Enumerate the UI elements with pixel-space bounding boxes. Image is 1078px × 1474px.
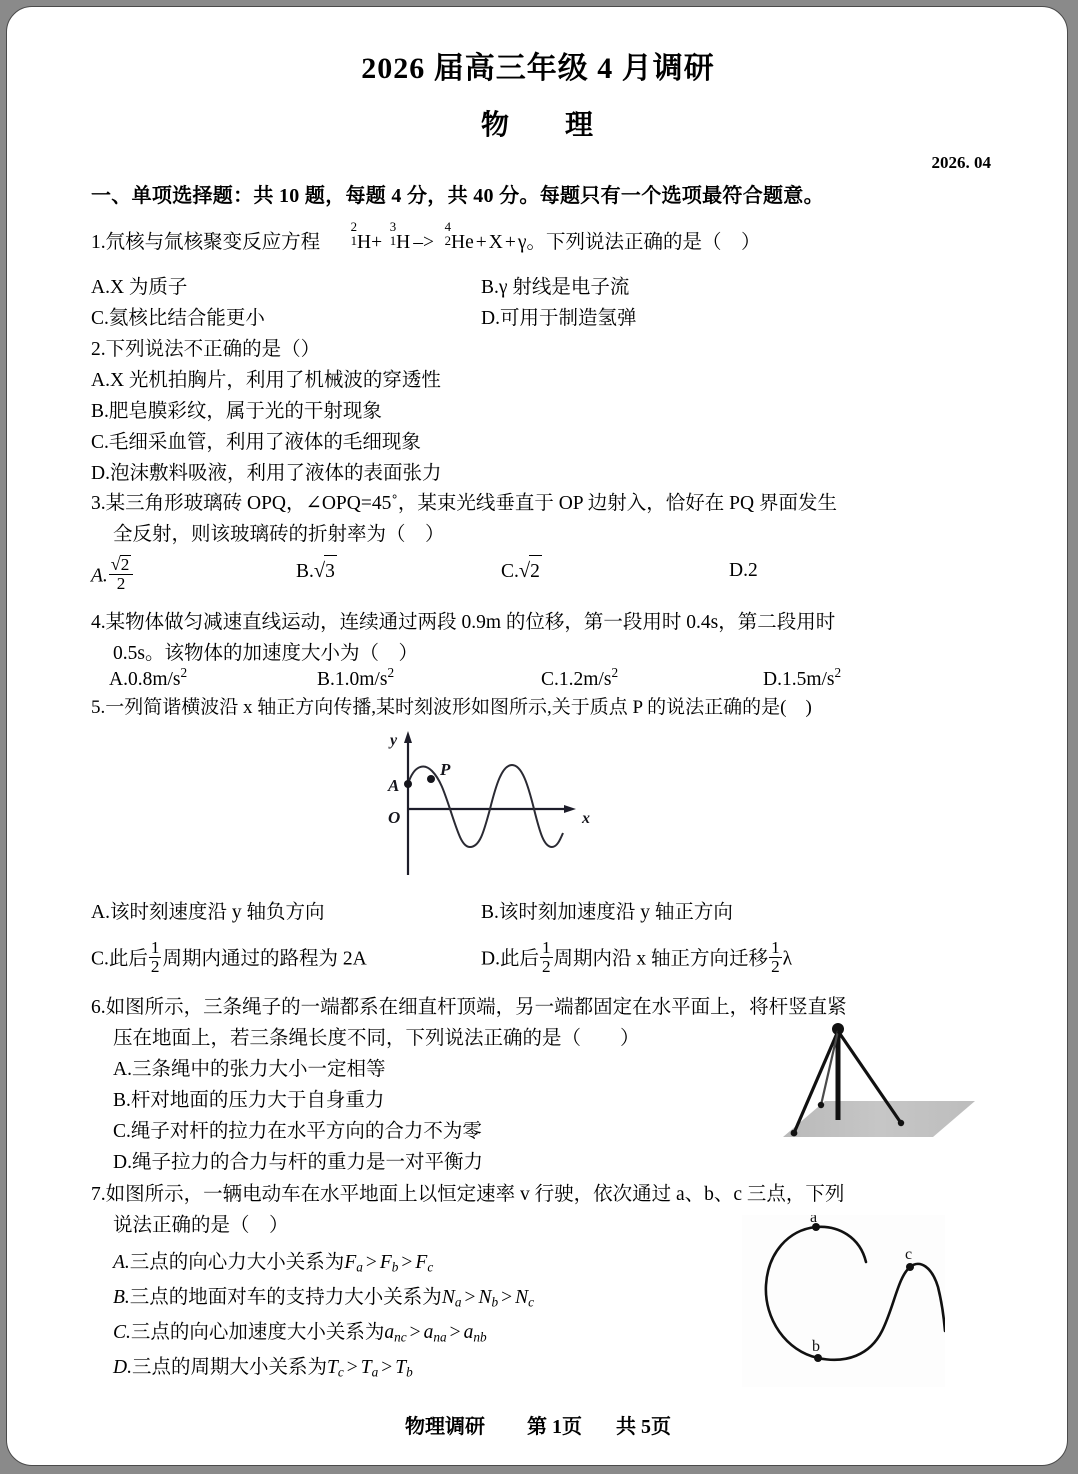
q7d-subscript-3: b [406,1364,413,1380]
q7b-gt-1: > [464,1287,476,1308]
question-1-text-after: 。下列说法正确的是（ ） [526,232,761,253]
question-3-option-a[interactable]: A. $\frac{√2}{2}$ [91,555,296,593]
q7c-symbol-1: a [384,1322,395,1343]
q7c-subscript-3: nb [473,1329,487,1345]
q7d-subscript-2: a [371,1364,379,1380]
exam-page [6,6,1068,1466]
question-7-number: 7. [91,1184,106,1205]
wave-label-p: P [440,760,451,779]
nuclide-symbol-2: H [396,232,411,253]
road-label-c: c [905,1246,913,1263]
question-5-option-d-denominator-2: 2 [771,957,780,977]
question-7-option-b-text: 三点的地面对车的支持力大小关系为 [129,1287,442,1308]
wave-label-y: y [390,732,398,749]
question-3-option-a-label: A. [91,565,108,587]
question-5-options-row-1 [91,897,991,928]
wave-diagram [362,725,662,890]
question-3-option-c[interactable]: C.√2 [501,555,729,593]
road-point-c-marker [906,1263,914,1271]
wave-label-a: A [388,776,400,795]
question-7-text-1: 如图所示，一辆电动车在水平地面上以恒定速率 v 行驶，依次通过 a、b、c 三点，下列 [105,1184,845,1205]
question-7-option-a-label: A. [113,1252,130,1273]
subject-char-left: 物 [480,110,511,141]
ground-plane [783,1101,975,1137]
question-4-option-a-label: A.0.8m/s [109,669,181,691]
rope-3-anchor [898,1120,904,1126]
question-7-option-d-text: 三点的周期大小关系为 [131,1357,327,1378]
wave-x-axis-arrow [564,805,576,813]
question-6-option-b[interactable] [91,1085,731,1116]
question-6-option-b-text: B.杆对地面的压力大于自身重力 [113,1090,385,1111]
question-6-option-d[interactable] [91,1147,731,1178]
question-3-option-b[interactable]: B.√3 [296,555,501,593]
question-7-option-c-text: 三点的向心加速度大小关系为 [130,1322,385,1343]
equation-unknown-x: X [488,232,503,253]
question-6-option-a-text: A.三条绳中的张力大小一定相等 [113,1059,386,1080]
question-1-option-a[interactable]: A.X 为质子 [91,277,188,298]
nuclide-mass-3: 4 [444,219,452,234]
q7a-gt-1: > [365,1252,377,1273]
q7b-gt-2: > [501,1287,513,1308]
question-3-number: 3. [91,493,106,514]
wave-y-axis-arrow [404,731,412,743]
pole-ropes-svg [753,1015,983,1150]
q7b-symbol-1: N [441,1287,455,1308]
question-5-option-c-denominator: 2 [150,957,160,977]
question-7-text-2: 说法正确的是（ ） [113,1215,289,1236]
question-4-text-1: 某物体做匀减速直线运动，连续通过两段 0.9m 的位移，第一段用时 0.4s，第二段用时 [105,612,836,633]
question-2-number: 2. [91,339,106,360]
q7c-gt-2: > [449,1322,461,1343]
q7d-subscript-1: c [337,1364,344,1380]
question-5-option-d[interactable] [481,939,792,976]
question-4-option-b[interactable] [317,657,541,695]
question-3-text-2: 全反射，则该玻璃砖的折射率为（ ） [113,524,445,545]
question-7-option-b-label: B. [113,1287,130,1308]
q7a-gt-2: > [401,1252,413,1273]
question-7-option-d-label: D. [113,1357,132,1378]
equation-plus-2: + [475,232,487,253]
question-3-option-d[interactable]: D.2 [729,560,758,581]
q7b-subscript-2: b [491,1294,499,1310]
question-4-option-d-label: D.1.5m/s [763,669,835,691]
nuclide-charge-2: 1 [389,234,397,249]
road-label-a: a [810,1215,818,1226]
question-5-option-d-numerator-2: 1 [771,938,780,957]
q7a-symbol-2: F [379,1252,392,1273]
question-3-text-1: 某三角形玻璃砖 OPQ，∠OPQ=45˚，某束光线垂直于 OP 边射入，恰好在 PQ 界面发生 [105,493,837,514]
nuclide-charge-1: 1 [350,234,358,249]
question-4-number: 4. [91,612,106,633]
q7c-subscript-2: na [433,1329,447,1345]
question-4-option-d[interactable] [763,657,841,695]
question-7-option-c-label: C. [113,1322,131,1343]
nuclide-mass-1: 2 [350,219,358,234]
wave-label-x: x [582,810,590,827]
question-4-option-b-exponent: 2 [387,665,395,680]
question-3-option-a-numerator: 2 [120,555,130,574]
page-footer [7,1410,1068,1439]
road-curve-diagram [742,1215,945,1387]
question-5-number: 5. [91,697,106,718]
road-label-b: b [812,1338,820,1355]
pole-ropes-diagram [753,1015,983,1150]
question-4-option-c[interactable] [541,657,763,695]
q7b-subscript-1: a [454,1294,462,1310]
question-6-text-1: 如图所示，三条绳子的一端都系在细直杆顶端，另一端都固定在水平面上，将杆竖直紧 [105,997,847,1018]
question-2-option-b[interactable]: B.肥皂膜彩纹，属于光的干射现象 [91,401,382,422]
q7b-symbol-3: N [515,1287,529,1308]
wave-label-o: O [388,808,401,827]
road-curve-path [766,1227,945,1360]
question-2-text: 下列说法不正确的是（） [105,339,321,360]
q7c-gt-1: > [409,1322,421,1343]
road-point-b-marker [814,1354,822,1362]
subject-char-right: 理 [565,110,596,141]
question-4-option-b-label: B.1.0m/s [317,669,388,691]
question-6-option-c-text: C.绳子对杆的拉力在水平方向的合力不为零 [113,1121,482,1142]
q7a-symbol-3: F [415,1252,428,1273]
question-1-option-b[interactable]: B.γ 射线是电子流 [481,277,630,298]
question-4-option-c-exponent: 2 [611,665,619,680]
equation-plus-3: + [504,232,516,253]
question-4-option-a[interactable] [109,657,317,695]
q7d-symbol-2: T [360,1357,372,1378]
q7a-subscript-3: c [427,1259,434,1275]
question-3-option-c-label: C. [501,561,519,582]
question-3-option-c-value: 2 [529,555,542,587]
q7d-symbol-3: T [395,1357,407,1378]
q7a-symbol-1: F [344,1252,357,1273]
nuclide-symbol-3: He [451,232,474,253]
question-5-option-c-prefix: C.此后 [91,948,148,970]
question-6-option-c[interactable] [91,1116,731,1147]
question-3-option-b-value: 3 [324,555,337,587]
nuclear-equation [343,219,527,253]
question-5-option-d-prefix: D.此后 [481,948,539,970]
question-6-number: 6. [91,997,106,1018]
question-1-stem [91,219,991,258]
question-5-text: 一列简谐横波沿 x 轴正方向传播,某时刻波形如图所示,关于质点 P 的说法正确的是( ) [105,697,812,718]
exam-date: 2026. 04 [931,153,991,172]
question-4-options-row [91,657,1009,695]
question-1-number: 1. [91,232,106,253]
question-3-option-b-label: B. [296,561,314,582]
q7c-symbol-2: a [423,1322,434,1343]
q7a-subscript-2: b [391,1259,399,1275]
nuclide-charge-3: 2 [444,234,452,249]
question-5-option-c-numerator: 1 [150,938,160,957]
question-7-option-c[interactable] [91,1317,731,1353]
question-3-options-row [91,555,991,593]
question-2-stem [91,334,991,365]
question-7-option-a-text: 三点的向心力大小关系为 [129,1252,345,1273]
question-1-text-before: 氘核与氚核聚变反应方程 [105,232,321,253]
question-2-option-c[interactable]: C.毛细采血管，利用了液体的毛细现象 [91,432,421,453]
q7c-subscript-1: nc [394,1329,407,1345]
q7b-subscript-3: c [528,1294,534,1310]
rope-2-anchor [818,1102,824,1108]
question-7-option-d[interactable] [91,1352,731,1388]
section-heading: 一、单项选择题：共 10 题，每题 4 分，共 40 分。每题只有一个选项最符合题意。 [91,185,824,207]
question-7-option-a[interactable] [91,1247,731,1283]
wave-point-p-marker [427,775,435,783]
question-6-option-d-text: D.绳子拉力的合力与杆的重力是一对平衡力 [113,1152,483,1173]
question-6-text-2: 压在地面上，若三条绳长度不同，下列说法正确的是（ ） [113,1028,640,1049]
wave-diagram-svg [362,725,662,890]
question-1-option-c[interactable]: C.氦核比结合能更小 [91,308,265,329]
q7d-symbol-1: T [326,1357,338,1378]
nuclide-mass-2: 3 [389,219,397,234]
road-curve-svg [742,1215,945,1387]
page-title: 2026 届高三年级 4 月调研 [361,52,715,85]
q7c-symbol-3: a [463,1322,474,1343]
question-7-option-b[interactable] [91,1282,731,1318]
question-4-option-d-exponent: 2 [834,665,842,680]
question-1-option-d[interactable]: D.可用于制造氢弹 [481,308,637,329]
question-5-option-d-middle: 周期内沿 x 轴正方向迁移 [553,948,769,970]
question-4-option-a-exponent: 2 [180,665,188,680]
question-4-stem-line-1 [91,607,991,638]
question-5-option-c[interactable] [91,939,481,976]
footer-page-current: 第 1页 [527,1416,582,1438]
question-1-options-row-1 [91,272,991,303]
q7d-gt-1: > [346,1357,358,1378]
q7a-subscript-1: a [356,1259,363,1275]
q7b-symbol-2: N [478,1287,492,1308]
question-3-stem-line-1 [91,488,991,519]
equation-plus-1: + [371,232,383,253]
equation-gamma: γ [517,232,527,253]
question-4-text-2: 0.5s。该物体的加速度大小为（ ） [113,643,418,664]
question-5-options-row-2 [91,939,991,976]
question-6-option-a[interactable] [91,1054,731,1085]
nuclide-symbol-1: H [357,232,372,253]
question-3-stem-line-2 [91,519,991,550]
question-3-option-a-denominator: 2 [116,574,126,594]
equation-arrow: –> [413,232,435,253]
subject-title [7,103,1068,143]
footer-page-total: 共 5页 [616,1416,671,1438]
rope-1-anchor [791,1130,798,1137]
question-2-option-d[interactable]: D.泡沫敷料吸液，利用了液体的表面张力 [91,463,442,484]
footer-subject: 物理调研 [405,1416,485,1438]
question-5-option-a[interactable]: A.该时刻速度沿 y 轴负方向 [91,902,325,923]
question-4-option-c-label: C.1.2m/s [541,669,612,691]
question-7-stem-line-1 [91,1179,991,1210]
question-1-options-row-2 [91,303,991,334]
question-5-stem [91,692,991,723]
wave-point-a-marker [404,780,412,788]
q7d-gt-2: > [381,1357,393,1378]
question-5-option-d-denominator: 2 [541,957,551,977]
question-5-option-b[interactable]: B.该时刻加速度沿 y 轴正方向 [481,902,733,923]
question-5-option-d-suffix: λ [782,948,793,970]
question-5-option-c-suffix: 周期内通过的路程为 2A [162,948,367,970]
question-2-option-a[interactable]: A.X 光机拍胸片，利用了机械波的穿透性 [91,370,441,391]
question-5-option-d-numerator: 1 [541,938,551,957]
